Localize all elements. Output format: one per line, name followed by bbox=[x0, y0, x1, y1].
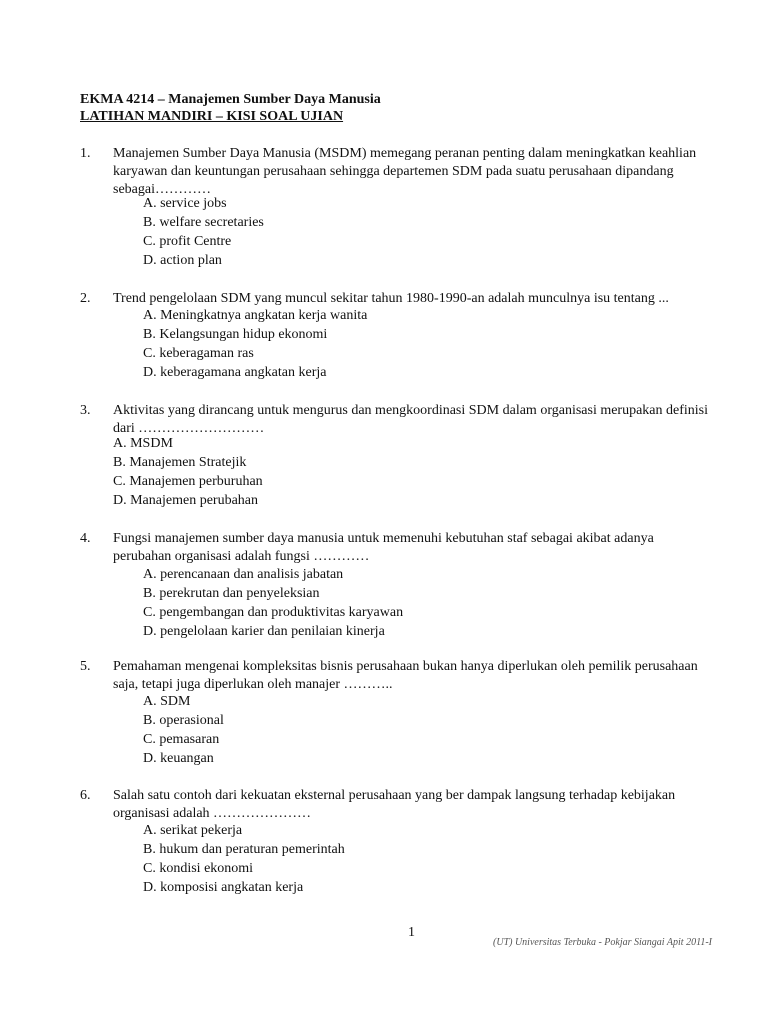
question-text: Pemahaman mengenai kompleksitas bisnis perusahaan bukan hanya diperlukan oleh pemilik perusahaan saja, tetapi juga diperlukan oleh manajer ……….. bbox=[113, 659, 698, 692]
answer-option-a: A. MSDM bbox=[113, 436, 173, 451]
answer-options bbox=[143, 565, 663, 641]
question-number: 5. bbox=[80, 659, 91, 674]
question-number: 6. bbox=[80, 788, 91, 803]
answer-option-d: D. Manajemen perubahan bbox=[113, 493, 258, 508]
answer-option-c: C. Manajemen perburuhan bbox=[113, 474, 263, 489]
question-number: 1. bbox=[80, 146, 91, 161]
answer-option-c: C. pemasaran bbox=[143, 732, 220, 747]
question-number: 4. bbox=[80, 531, 91, 546]
answer-option-c: C. kondisi ekonomi bbox=[143, 861, 254, 876]
answer-options bbox=[143, 194, 663, 270]
answer-options bbox=[143, 692, 663, 768]
page-footer: (UT) Universitas Terbuka - Pokjar Siangai Apit 2011-I bbox=[493, 937, 712, 948]
question-text: Salah satu contoh dari kekuatan eksternal perusahaan yang ber dampak langsung terhadap kebijakan organisasi adalah ………………… bbox=[113, 788, 676, 821]
answer-option-c: C. pengembangan dan produktivitas karyawan bbox=[143, 605, 404, 620]
answer-option-b: B. hukum dan peraturan pemerintah bbox=[143, 842, 345, 857]
question-number: 3. bbox=[80, 403, 91, 418]
answer-option-a: A. SDM bbox=[143, 694, 191, 709]
answer-options bbox=[143, 306, 663, 382]
question-number: 2. bbox=[80, 291, 91, 306]
question-text: Aktivitas yang dirancang untuk mengurus dan mengkoordinasi SDM dalam organisasi merupakan definisi dari ……………………… bbox=[113, 403, 709, 436]
question-text: Manajemen Sumber Daya Manusia (MSDM) memegang peranan penting dalam meningkatkan keahlian karyawan dan keuntungan perusahaan sehingga departemen SDM pada suatu perusahaan dipandang sebagai………… bbox=[113, 146, 697, 197]
answer-option-a: A. service jobs bbox=[143, 196, 227, 211]
answer-option-b: B. perekrutan dan penyeleksian bbox=[143, 586, 320, 601]
answer-option-b: B. operasional bbox=[143, 713, 224, 728]
page-number: 1 bbox=[408, 925, 415, 940]
answer-option-b: B. welfare secretaries bbox=[143, 215, 264, 230]
answer-option-c: C. profit Centre bbox=[143, 234, 232, 249]
answer-option-a: A. Meningkatnya angkatan kerja wanita bbox=[143, 308, 368, 323]
answer-option-b: B. Manajemen Stratejik bbox=[113, 455, 247, 470]
answer-option-b: B. Kelangsungan hidup ekonomi bbox=[143, 327, 328, 342]
answer-option-c: C. keberagaman ras bbox=[143, 346, 254, 361]
answer-options bbox=[143, 821, 663, 897]
document-title: EKMA 4214 – Manajemen Sumber Daya Manusia bbox=[80, 92, 381, 107]
answer-option-d: D. pengelolaan karier dan penilaian kinerja bbox=[143, 624, 385, 639]
question-text: Fungsi manajemen sumber daya manusia untuk memenuhi kebutuhan staf sebagai akibat adanya perubahan organisasi adalah fungsi ………… bbox=[113, 531, 654, 564]
answer-options bbox=[113, 434, 633, 510]
question-text: Trend pengelolaan SDM yang muncul sekitar tahun 1980-1990-an adalah munculnya isu tentang ... bbox=[113, 291, 669, 306]
answer-option-d: D. keberagamana angkatan kerja bbox=[143, 365, 327, 380]
answer-option-d: D. komposisi angkatan kerja bbox=[143, 880, 304, 895]
answer-option-a: A. perencanaan dan analisis jabatan bbox=[143, 567, 344, 582]
answer-option-d: D. keuangan bbox=[143, 751, 214, 766]
document-subtitle: LATIHAN MANDIRI – KISI SOAL UJIAN bbox=[80, 109, 344, 124]
answer-option-a: A. serikat pekerja bbox=[143, 823, 243, 838]
answer-option-d: D. action plan bbox=[143, 253, 222, 268]
